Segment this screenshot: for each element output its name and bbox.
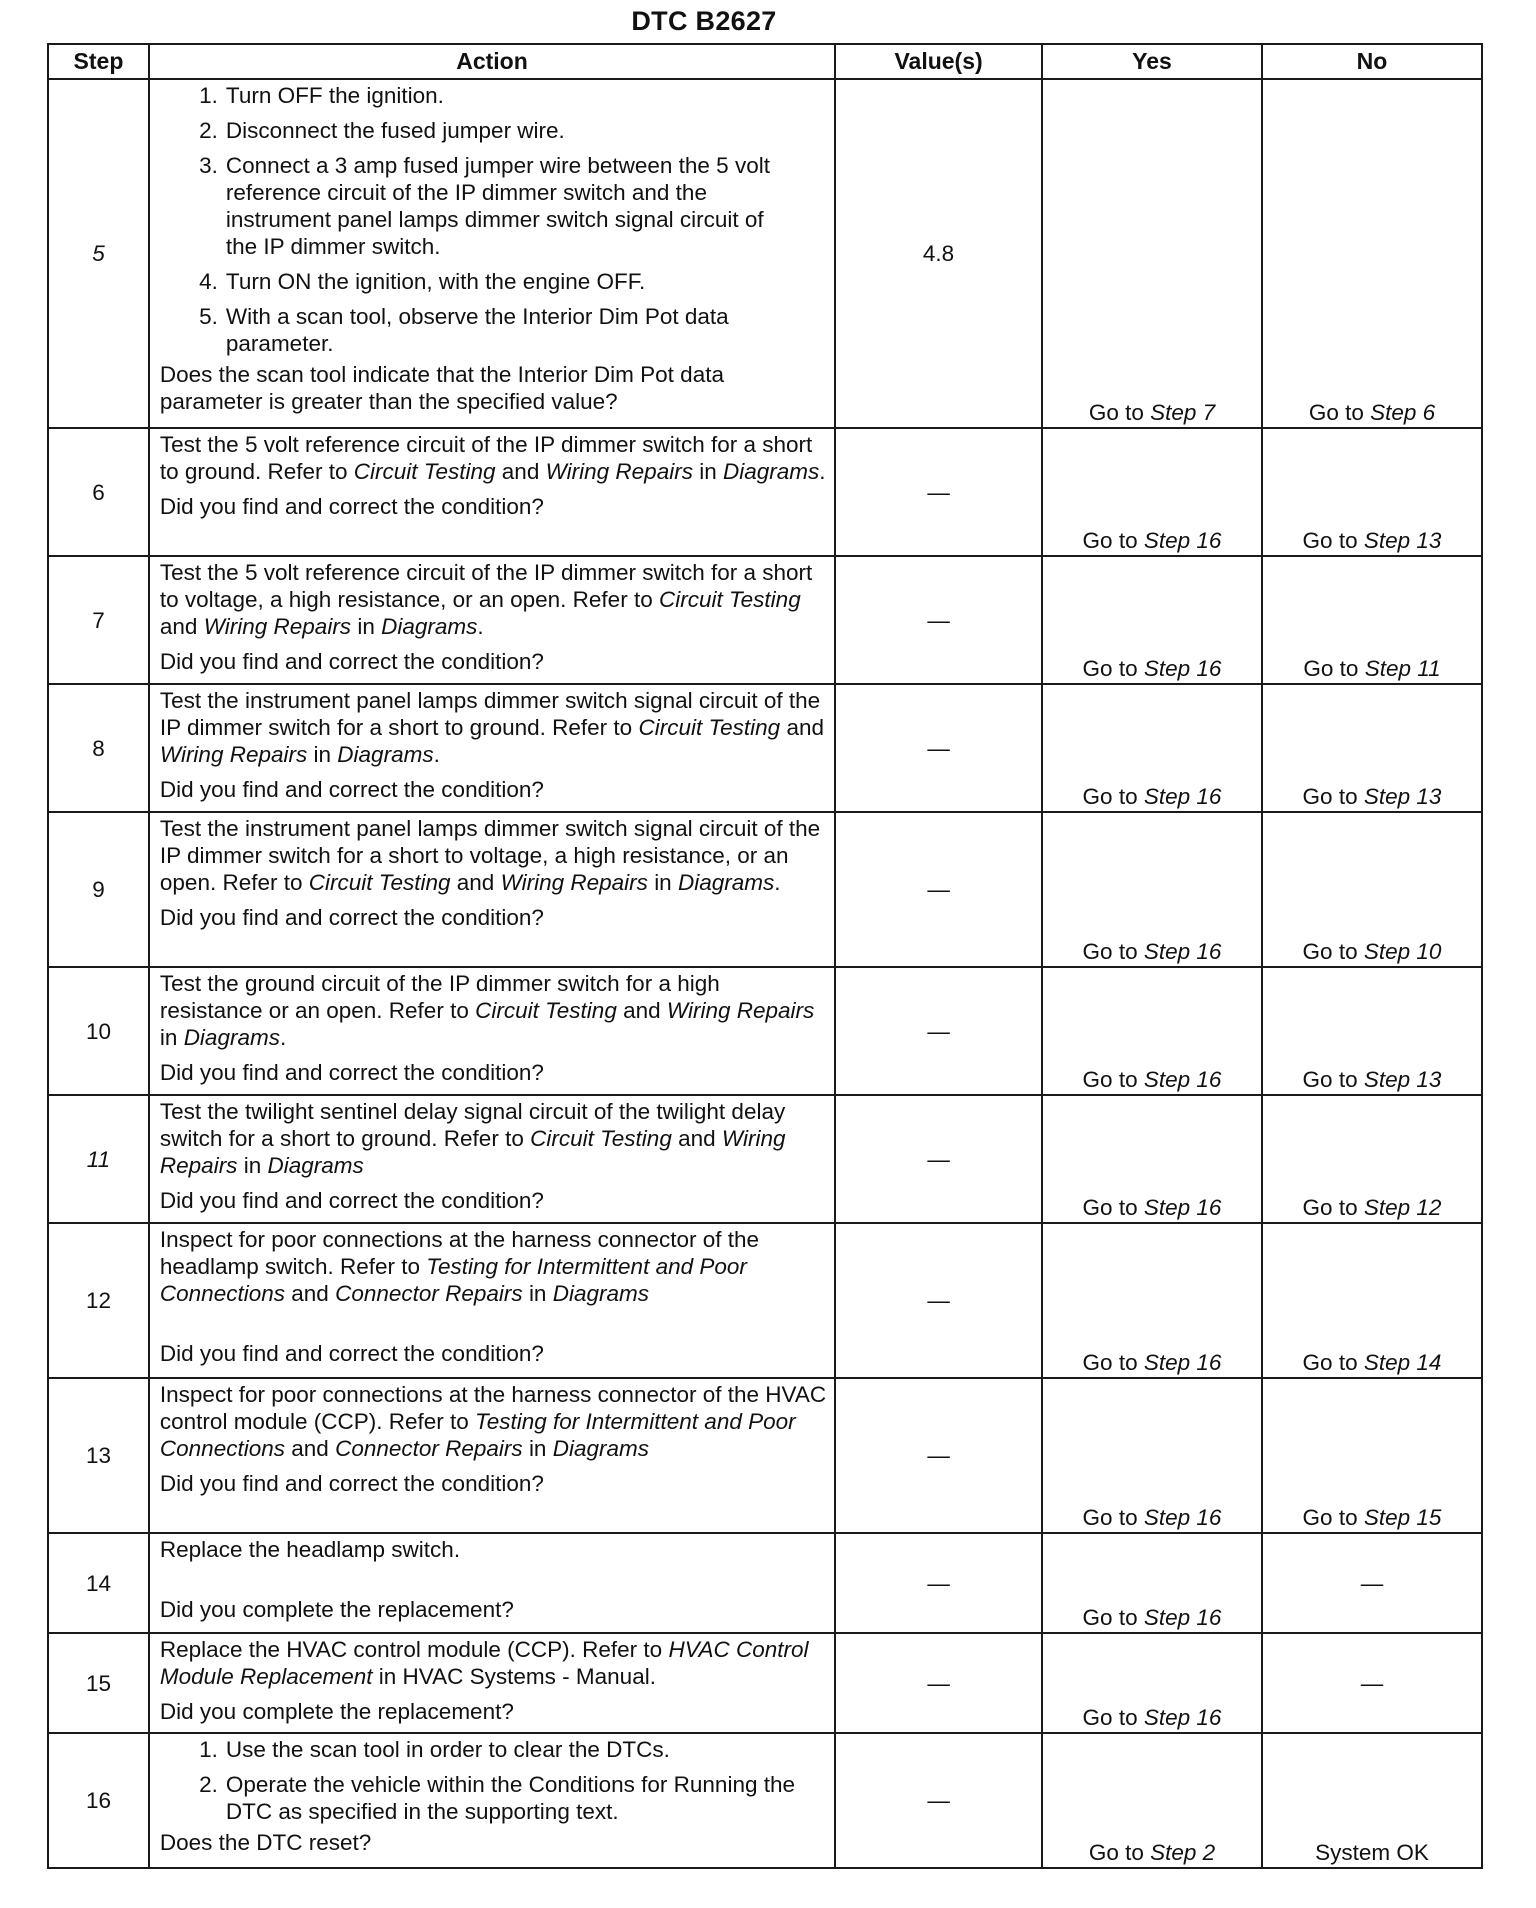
substep: 4. Turn ON the ignition, with the engine OFF. — [199, 269, 646, 294]
step-number: 13 — [48, 1378, 149, 1533]
header-action: Action — [149, 44, 835, 79]
step-number: 14 — [48, 1533, 149, 1633]
yes-cell: Go to Step 16 — [1042, 1533, 1262, 1633]
no-cell: Go to Step 13 — [1262, 428, 1482, 556]
action-cell — [149, 1633, 835, 1733]
step-number: 5 — [48, 79, 149, 428]
no-cell: Go to Step 13 — [1262, 967, 1482, 1095]
action-question: Did you find and correct the condition? — [159, 1341, 544, 1366]
value-cell: — — [835, 1378, 1042, 1533]
table-row — [48, 1223, 1482, 1378]
no-cell: — — [1262, 1533, 1482, 1633]
action-cell — [149, 684, 835, 812]
action-text: Inspect for poor connections at the harness connector of the HVAC control module (CCP). Refer to Testing for Intermittent and Poor Connections and Connector Repairs in Diagrams — [159, 1382, 827, 1461]
action-question: Did you find and correct the condition? — [159, 649, 544, 674]
step-number: 12 — [48, 1223, 149, 1378]
substep: 2. Disconnect the fused jumper wire. — [199, 118, 565, 143]
table-row — [48, 684, 1482, 812]
action-cell — [149, 1533, 835, 1633]
value-cell: — — [835, 1633, 1042, 1733]
action-text: Test the instrument panel lamps dimmer switch signal circuit of the IP dimmer switch for a short to voltage, a high resistance, or an open. Refer to Circuit Testing and Wiring Repairs in Diagrams. — [159, 816, 821, 895]
table-row — [48, 79, 1482, 428]
step-number: 8 — [48, 684, 149, 812]
action-text: Test the ground circuit of the IP dimmer switch for a high resistance or an open. Refer to Circuit Testing and Wiring Repairs in Diagrams. — [159, 971, 815, 1050]
substep: 1. Use the scan tool in order to clear the DTCs. — [199, 1737, 670, 1762]
dtc-table — [47, 43, 1483, 1869]
no-cell: Go to Step 10 — [1262, 812, 1482, 967]
yes-cell: Go to Step 16 — [1042, 1223, 1262, 1378]
action-question: Did you find and correct the condition? — [159, 1188, 544, 1213]
no-cell: Go to Step 11 — [1262, 556, 1482, 684]
value-cell: — — [835, 1733, 1042, 1868]
action-cell — [149, 428, 835, 556]
value-cell: — — [835, 1095, 1042, 1223]
yes-cell: Go to Step 16 — [1042, 1095, 1262, 1223]
table-header-row — [48, 44, 1482, 79]
action-text: Test the twilight sentinel delay signal circuit of the twilight delay switch for a short to ground. Refer to Circuit Testing and Wiring Repairs in Diagrams — [159, 1099, 786, 1178]
action-text: Test the 5 volt reference circuit of the IP dimmer switch for a short to voltage, a high resistance, or an open. Refer to Circuit Testing and Wiring Repairs in Diagrams. — [159, 560, 813, 639]
step-number: 9 — [48, 812, 149, 967]
action-question: Did you complete the replacement? — [159, 1699, 514, 1724]
action-question: Did you find and correct the condition? — [159, 494, 544, 519]
table-row — [48, 428, 1482, 556]
action-question: Did you find and correct the condition? — [159, 1060, 544, 1085]
action-question: Did you complete the replacement? — [159, 1597, 514, 1622]
step-number: 16 — [48, 1733, 149, 1868]
action-cell — [149, 556, 835, 684]
action-cell — [149, 1378, 835, 1533]
yes-cell: Go to Step 16 — [1042, 1378, 1262, 1533]
action-cell — [149, 1095, 835, 1223]
yes-cell: Go to Step 7 — [1042, 79, 1262, 428]
no-cell: Go to Step 13 — [1262, 684, 1482, 812]
action-question: Does the scan tool indicate that the Interior Dim Pot data parameter is greater than the specified value? — [159, 362, 724, 414]
no-cell: Go to Step 15 — [1262, 1378, 1482, 1533]
step-number: 11 — [48, 1095, 149, 1223]
substep: 2. Operate the vehicle within the Conditions for Running the DTC as specified in the supporting text. — [199, 1772, 795, 1824]
step-number: 7 — [48, 556, 149, 684]
value-cell: — — [835, 684, 1042, 812]
table-row — [48, 1378, 1482, 1533]
header-values: Value(s) — [835, 44, 1042, 79]
table-row — [48, 1633, 1482, 1733]
step-number: 15 — [48, 1633, 149, 1733]
value-cell: — — [835, 1533, 1042, 1633]
no-cell: — — [1262, 1633, 1482, 1733]
header-step: Step — [48, 44, 149, 79]
yes-cell: Go to Step 16 — [1042, 684, 1262, 812]
value-cell: — — [835, 812, 1042, 967]
action-cell — [149, 812, 835, 967]
action-text: Inspect for poor connections at the harness connector of the headlamp switch. Refer to Testing for Intermittent and Poor Connections and Connector Repairs in Diagrams — [159, 1227, 760, 1306]
action-cell — [149, 1223, 835, 1378]
action-cell — [149, 1733, 835, 1868]
action-text: Test the instrument panel lamps dimmer switch signal circuit of the IP dimmer switch for a short to ground. Refer to Circuit Testing and Wiring Repairs in Diagrams. — [159, 688, 824, 767]
table-row — [48, 1095, 1482, 1223]
value-cell: 4.8 — [835, 79, 1042, 428]
action-text: Test the 5 volt reference circuit of the IP dimmer switch for a short to ground. Refer to Circuit Testing and Wiring Repairs in Diagrams. — [159, 432, 826, 484]
yes-cell: Go to Step 16 — [1042, 556, 1262, 684]
step-number: 6 — [48, 428, 149, 556]
header-yes: Yes — [1042, 44, 1262, 79]
yes-cell: Go to Step 2 — [1042, 1733, 1262, 1868]
no-cell: Go to Step 6 — [1262, 79, 1482, 428]
action-question: Did you find and correct the condition? — [159, 1471, 544, 1496]
yes-cell: Go to Step 16 — [1042, 428, 1262, 556]
substep: 3. Connect a 3 amp fused jumper wire between the 5 volt reference circuit of the IP dimmer switch and the instrument panel lamps dimmer switch signal circuit of the IP dimmer switch. — [199, 153, 770, 259]
action-cell — [149, 967, 835, 1095]
value-cell: — — [835, 556, 1042, 684]
value-cell: — — [835, 967, 1042, 1095]
action-text: Replace the headlamp switch. — [159, 1537, 461, 1562]
yes-cell: Go to Step 16 — [1042, 812, 1262, 967]
table-row — [48, 556, 1482, 684]
step-number: 10 — [48, 967, 149, 1095]
action-text: Replace the HVAC control module (CCP). Refer to HVAC Control Module Replacement in HVAC Systems - Manual. — [159, 1637, 809, 1689]
header-no: No — [1262, 44, 1482, 79]
no-cell: Go to Step 14 — [1262, 1223, 1482, 1378]
yes-cell: Go to Step 16 — [1042, 967, 1262, 1095]
table-row — [48, 967, 1482, 1095]
action-question: Did you find and correct the condition? — [159, 905, 544, 930]
action-question: Does the DTC reset? — [159, 1830, 372, 1855]
substep: 5. With a scan tool, observe the Interior Dim Pot data parameter. — [199, 304, 729, 356]
action-question: Did you find and correct the condition? — [159, 777, 544, 802]
value-cell: — — [835, 1223, 1042, 1378]
document-title: DTC B2627 — [631, 6, 777, 36]
yes-cell: Go to Step 16 — [1042, 1633, 1262, 1733]
action-cell — [149, 79, 835, 428]
table-row — [48, 1533, 1482, 1633]
table-row — [48, 1733, 1482, 1868]
table-row — [48, 812, 1482, 967]
value-cell: — — [835, 428, 1042, 556]
no-cell: System OK — [1262, 1733, 1482, 1868]
substep: 1. Turn OFF the ignition. — [199, 83, 444, 108]
no-cell: Go to Step 12 — [1262, 1095, 1482, 1223]
